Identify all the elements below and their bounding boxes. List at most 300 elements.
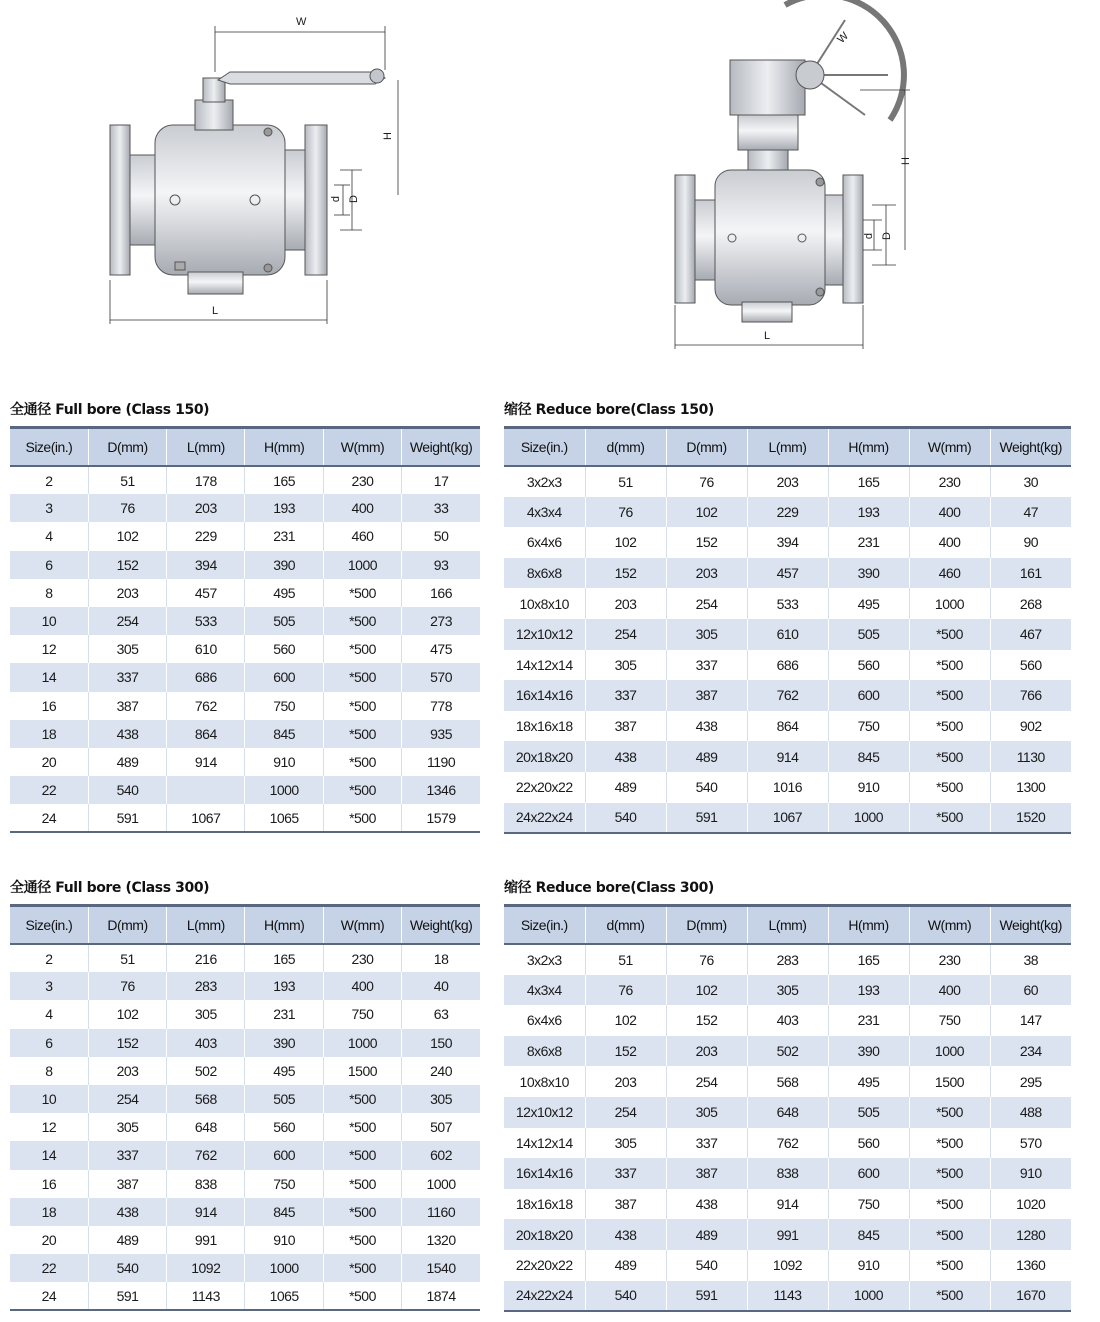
table-cell: 591: [666, 803, 747, 834]
table-cell: 254: [585, 1097, 666, 1128]
table-cell: 390: [828, 1036, 909, 1067]
table-cell: 76: [88, 972, 166, 1000]
table-cell: 533: [747, 588, 828, 619]
table-cell: 14x12x14: [515, 656, 573, 673]
column-header: L(mm): [747, 428, 828, 467]
table-cell: 560: [828, 1128, 909, 1159]
table-row: [10, 607, 480, 635]
table-cell: 1016: [747, 772, 828, 803]
table-cell: 560: [245, 1113, 323, 1141]
table-cell: 231: [245, 1000, 323, 1028]
table-cell: 1346: [402, 776, 480, 804]
full-bore-class300-table: [10, 904, 480, 1311]
table-row: [504, 619, 1071, 650]
table-cell: 1190: [402, 748, 480, 776]
table-row: [10, 522, 480, 550]
table-cell: 489: [88, 748, 166, 776]
table-cell: 22: [10, 1254, 88, 1282]
column-header: Weight(kg): [402, 428, 480, 467]
table-cell: 591: [88, 804, 166, 832]
table-row: [504, 803, 1071, 834]
table-row: [10, 972, 480, 1000]
table-cell: 51: [585, 466, 666, 497]
table-cell: 152: [666, 527, 747, 558]
table-cell: 489: [88, 1226, 166, 1254]
table-cell: 750: [828, 711, 909, 742]
table-cell: 457: [747, 558, 828, 589]
table-cell: 4x3x4: [504, 975, 585, 1006]
table-cell: 305: [585, 1128, 666, 1159]
table-cell: 387: [88, 692, 166, 720]
table-cell: 283: [167, 972, 245, 1000]
table-cell: 254: [88, 1085, 166, 1113]
table-cell: 762: [167, 1141, 245, 1169]
table-cell: 166: [402, 579, 480, 607]
table-cell: 750: [909, 1005, 990, 1036]
table-cell: 295: [990, 1066, 1071, 1097]
table-cell: 254: [666, 588, 747, 619]
column-header: Size(in.): [504, 428, 585, 467]
table-cell: 991: [167, 1226, 245, 1254]
dim-label-l: L: [212, 305, 219, 317]
table-cell: 16x14x16: [504, 680, 585, 711]
table-cell: 12x10x12: [504, 1097, 585, 1128]
table-cell: 165: [828, 944, 909, 975]
table-cell: 400: [909, 497, 990, 528]
table-cell: 910: [990, 1158, 1071, 1189]
table-cell: 495: [245, 1057, 323, 1085]
column-header: W(mm): [909, 428, 990, 467]
table-cell: 24x22x24: [504, 803, 585, 834]
column-header: H(mm): [828, 428, 909, 467]
column-header: L(mm): [167, 906, 245, 945]
table-row: [10, 1141, 480, 1169]
table-cell: 540: [585, 803, 666, 834]
table-cell: *500: [909, 772, 990, 803]
gear-dim-label-d-large: D: [880, 232, 893, 240]
table-cell: 902: [990, 711, 1071, 742]
table-cell: 495: [828, 588, 909, 619]
table-cell: 93: [402, 551, 480, 579]
table-cell: 50: [402, 522, 480, 550]
table-row: [10, 635, 480, 663]
table-cell: 12: [41, 1119, 57, 1136]
table-cell: 150: [402, 1029, 480, 1057]
table-row: [504, 1189, 1071, 1220]
table-row: [10, 1170, 480, 1198]
table-cell: 750: [323, 1000, 401, 1028]
table-cell: 216: [167, 944, 245, 972]
table-cell: 230: [909, 466, 990, 497]
table-cell: 337: [88, 663, 166, 691]
table-cell: 3x2x3: [526, 473, 562, 490]
dim-label-w: W: [296, 16, 307, 28]
table-cell: *500: [323, 1198, 401, 1226]
column-header: W(mm): [323, 428, 401, 467]
table-cell: 400: [909, 527, 990, 558]
table-cell: 762: [747, 680, 828, 711]
table-cell: 268: [990, 588, 1071, 619]
column-header: Weight(kg): [990, 428, 1071, 467]
table-cell: 193: [245, 494, 323, 522]
table-cell: 1143: [747, 1281, 828, 1312]
table-row: [504, 1250, 1071, 1281]
table-row: [504, 1097, 1071, 1128]
full-bore-class300-title: 全通径 Full bore (Class 300): [10, 880, 210, 896]
table-cell: *500: [323, 1113, 401, 1141]
table-cell: 914: [747, 1189, 828, 1220]
table-cell: 4: [45, 528, 53, 545]
table-cell: 305: [402, 1085, 480, 1113]
table-cell: 460: [323, 522, 401, 550]
table-cell: 90: [990, 527, 1071, 558]
column-header: H(mm): [828, 906, 909, 945]
table-row: [504, 680, 1071, 711]
table-cell: 845: [828, 1219, 909, 1250]
table-cell: 1000: [245, 1254, 323, 1282]
table-cell: 234: [990, 1036, 1071, 1067]
table-cell: 910: [245, 748, 323, 776]
table-cell: 8: [45, 1062, 53, 1079]
table-cell: 394: [747, 527, 828, 558]
table-cell: 4: [45, 1006, 53, 1023]
table-cell: 22x20x22: [515, 779, 573, 796]
table-cell: 610: [747, 619, 828, 650]
table-cell: 14x12x14: [515, 1134, 573, 1151]
table-cell: 102: [585, 527, 666, 558]
table-row: [10, 804, 480, 832]
table-row: [10, 551, 480, 579]
table-cell: 18: [402, 944, 480, 972]
table-row: [10, 1254, 480, 1282]
table-cell: 203: [167, 494, 245, 522]
table-cell: 305: [88, 1113, 166, 1141]
table-cell: 838: [747, 1158, 828, 1189]
table-cell: 750: [245, 1170, 323, 1198]
table-cell: 864: [747, 711, 828, 742]
table-cell: 51: [88, 944, 166, 972]
table-cell: 1579: [402, 804, 480, 832]
table-cell: 400: [909, 975, 990, 1006]
table-cell: 457: [167, 579, 245, 607]
table-cell: 16: [41, 1175, 57, 1192]
table-cell: *500: [909, 803, 990, 834]
table-row: [10, 748, 480, 776]
table-cell: 337: [585, 680, 666, 711]
table-cell: 845: [245, 720, 323, 748]
table-cell: *500: [323, 692, 401, 720]
table-cell: 76: [666, 466, 747, 497]
table-cell: 193: [828, 497, 909, 528]
table-cell: 540: [585, 1281, 666, 1312]
table-cell: 16: [41, 697, 57, 714]
table-cell: 570: [402, 663, 480, 691]
table-cell: 254: [666, 1066, 747, 1097]
table-cell: 12x10x12: [504, 619, 585, 650]
table-header-row: [10, 906, 480, 945]
table-cell: 600: [828, 680, 909, 711]
column-header: H(mm): [245, 906, 323, 945]
table-cell: 47: [990, 497, 1071, 528]
table-cell: 489: [666, 1219, 747, 1250]
table-cell: 231: [245, 522, 323, 550]
table-cell: 305: [88, 635, 166, 663]
table-cell: *500: [323, 1170, 401, 1198]
column-header: H(mm): [245, 428, 323, 467]
column-header: D(mm): [666, 906, 747, 945]
table-row: [504, 650, 1071, 681]
table-cell: 400: [323, 972, 401, 1000]
table-row: [10, 1057, 480, 1085]
column-header: Size(in.): [504, 906, 585, 945]
column-header: L(mm): [747, 906, 828, 945]
table-cell: 568: [747, 1066, 828, 1097]
table-cell: 387: [666, 1158, 747, 1189]
table-cell: 203: [585, 1066, 666, 1097]
table-row: [504, 1281, 1071, 1312]
table-cell: 390: [828, 558, 909, 589]
table-cell: 438: [88, 1198, 166, 1226]
gear-dim-label-h: H: [899, 157, 912, 165]
table-cell: 10x8x10: [519, 1073, 569, 1090]
table-row: [504, 711, 1071, 742]
table-cell: 2: [45, 472, 53, 489]
table-cell: 102: [585, 1005, 666, 1036]
table-cell: 20: [41, 753, 57, 770]
table-cell: 1000: [323, 1029, 401, 1057]
table-cell: 33: [402, 494, 480, 522]
table-cell: 1000: [909, 1036, 990, 1067]
table-cell: 505: [828, 1097, 909, 1128]
table-cell: 1000: [402, 1170, 480, 1198]
table-cell: 1540: [402, 1254, 480, 1282]
table-cell: 152: [88, 551, 166, 579]
column-header: D(mm): [666, 428, 747, 467]
table-cell: 864: [167, 720, 245, 748]
table-cell: 845: [245, 1198, 323, 1226]
table-cell: 203: [585, 588, 666, 619]
reduce-bore-class150-table: [504, 426, 1071, 834]
table-cell: 10x8x10: [519, 595, 569, 612]
table-cell: 591: [88, 1282, 166, 1310]
table-cell: 390: [245, 551, 323, 579]
dim-label-d-large: D: [347, 195, 360, 203]
table-cell: 610: [167, 635, 245, 663]
table-row: [504, 558, 1071, 589]
table-cell: 10: [10, 1085, 88, 1113]
table-cell: 403: [167, 1029, 245, 1057]
table-cell: 560: [245, 635, 323, 663]
table-cell: 475: [402, 635, 480, 663]
reduce-bore-class150-title: 缩径 Reduce bore(Class 150): [504, 402, 714, 418]
table-cell: 20x18x20: [504, 1219, 585, 1250]
table-cell: *500: [909, 1189, 990, 1220]
table-row: [10, 692, 480, 720]
table-cell: 648: [167, 1113, 245, 1141]
table-cell: 489: [666, 741, 747, 772]
table-cell: 230: [909, 944, 990, 975]
table-row: [504, 1219, 1071, 1250]
table-cell: 3x2x3: [526, 951, 562, 968]
table-cell: 1067: [747, 803, 828, 834]
table-cell: 914: [167, 748, 245, 776]
gear-valve-body-art: [675, 0, 904, 322]
table-cell: 438: [666, 1189, 747, 1220]
table-cell: 935: [402, 720, 480, 748]
table-cell: 193: [828, 975, 909, 1006]
table-cell: 1500: [323, 1057, 401, 1085]
table-cell: 778: [402, 692, 480, 720]
table-cell: 60: [990, 975, 1071, 1006]
column-header: D(mm): [88, 428, 166, 467]
reduce-bore-class300-table: [504, 904, 1071, 1312]
table-cell: 3: [10, 494, 88, 522]
table-cell: 838: [167, 1170, 245, 1198]
table-cell: 600: [245, 663, 323, 691]
table-cell: 6: [10, 551, 88, 579]
table-cell: 337: [666, 650, 747, 681]
table-row: [10, 1029, 480, 1057]
table-cell: 914: [167, 1198, 245, 1226]
table-cell: 305: [666, 1097, 747, 1128]
table-cell: 1670: [990, 1281, 1071, 1312]
table-cell: *500: [323, 1141, 401, 1169]
table-cell: 570: [990, 1128, 1071, 1159]
table-cell: 845: [828, 741, 909, 772]
table-cell: 387: [585, 711, 666, 742]
table-cell: 152: [585, 558, 666, 589]
table-cell: 1000: [909, 588, 990, 619]
table-cell: *500: [909, 1219, 990, 1250]
table-cell: 1280: [990, 1219, 1071, 1250]
table-cell: 438: [585, 1219, 666, 1250]
table-cell: 438: [88, 720, 166, 748]
table-cell: 230: [323, 944, 401, 972]
gear-dim-label-l: L: [764, 330, 771, 342]
table-cell: 762: [167, 692, 245, 720]
table-cell: 1000: [828, 1281, 909, 1312]
table-cell: 507: [402, 1113, 480, 1141]
table-cell: 231: [828, 527, 909, 558]
table-cell: 203: [88, 1057, 166, 1085]
table-cell: *500: [909, 711, 990, 742]
table-cell: *500: [909, 1250, 990, 1281]
table-cell: 1065: [245, 1282, 323, 1310]
table-cell: *500: [323, 579, 401, 607]
table-cell: 76: [585, 975, 666, 1006]
table-cell: *500: [323, 663, 401, 691]
table-row: [10, 1085, 480, 1113]
table-cell: 283: [747, 944, 828, 975]
table-row: [504, 1128, 1071, 1159]
table-row: [10, 1198, 480, 1226]
table-cell: *500: [323, 776, 401, 804]
table-cell: 18: [10, 1198, 88, 1226]
table-cell: 203: [666, 1036, 747, 1067]
table-cell: 766: [990, 680, 1071, 711]
table-cell: 165: [245, 466, 323, 494]
table-cell: 8x6x8: [504, 1036, 585, 1067]
dim-label-h: H: [381, 132, 394, 140]
table-row: [504, 944, 1071, 975]
table-cell: 438: [585, 741, 666, 772]
gear-dim-label-d-small: d: [863, 232, 876, 240]
table-cell: 540: [666, 1250, 747, 1281]
table-row: [504, 497, 1071, 528]
table-row: [504, 588, 1071, 619]
table-row: [504, 975, 1071, 1006]
table-cell: 6x4x6: [526, 534, 562, 551]
table-cell: 1160: [402, 1198, 480, 1226]
table-cell: *500: [323, 635, 401, 663]
table-cell: 1300: [990, 772, 1071, 803]
table-row: [10, 776, 480, 804]
table-cell: 403: [747, 1005, 828, 1036]
table-cell: 51: [585, 944, 666, 975]
table-cell: 2: [45, 950, 53, 967]
table-cell: *500: [323, 1085, 401, 1113]
table-cell: 502: [167, 1057, 245, 1085]
table-row: [504, 1066, 1071, 1097]
table-cell: *500: [323, 804, 401, 832]
table-cell: 102: [88, 1000, 166, 1028]
table-cell: 254: [88, 607, 166, 635]
table-cell: 231: [828, 1005, 909, 1036]
table-cell: 229: [167, 522, 245, 550]
table-cell: 8x6x8: [504, 558, 585, 589]
table-cell: 337: [666, 1128, 747, 1159]
table-cell: 400: [323, 494, 401, 522]
table-row: [504, 1158, 1071, 1189]
valve-body-art: [110, 69, 385, 294]
column-header: Weight(kg): [402, 906, 480, 945]
table-cell: 203: [666, 558, 747, 589]
table-cell: 387: [666, 680, 747, 711]
table-cell: 20: [41, 1231, 57, 1248]
table-cell: 540: [666, 772, 747, 803]
table-cell: 18x16x18: [515, 718, 573, 735]
table-cell: 229: [747, 497, 828, 528]
reduce-bore-class300-title: 缩径 Reduce bore(Class 300): [504, 880, 714, 896]
table-cell: 14: [10, 663, 88, 691]
table-cell: *500: [909, 1158, 990, 1189]
table-cell: 914: [747, 741, 828, 772]
table-cell: 505: [245, 1085, 323, 1113]
table-cell: 152: [88, 1029, 166, 1057]
dim-label-d-small: d: [330, 195, 343, 203]
table-cell: 337: [88, 1141, 166, 1169]
lever-ball-valve-drawing: [100, 10, 420, 330]
table-cell: 102: [88, 522, 166, 550]
table-cell: 1874: [402, 1282, 480, 1310]
column-header: Size(in.): [10, 906, 88, 945]
table-cell: *500: [323, 607, 401, 635]
table-row: [504, 1036, 1071, 1067]
table-cell: 390: [245, 1029, 323, 1057]
table-cell: 1500: [909, 1066, 990, 1097]
table-cell: 1360: [990, 1250, 1071, 1281]
table-row: [504, 527, 1071, 558]
table-cell: 495: [245, 579, 323, 607]
table-cell: 1065: [245, 804, 323, 832]
table-cell: 686: [747, 650, 828, 681]
table-row: [504, 772, 1071, 803]
table-cell: 12: [41, 641, 57, 658]
table-cell: 560: [990, 650, 1071, 681]
column-header: d(mm): [585, 906, 666, 945]
table-cell: 1000: [245, 776, 323, 804]
column-header: Size(in.): [10, 428, 88, 467]
